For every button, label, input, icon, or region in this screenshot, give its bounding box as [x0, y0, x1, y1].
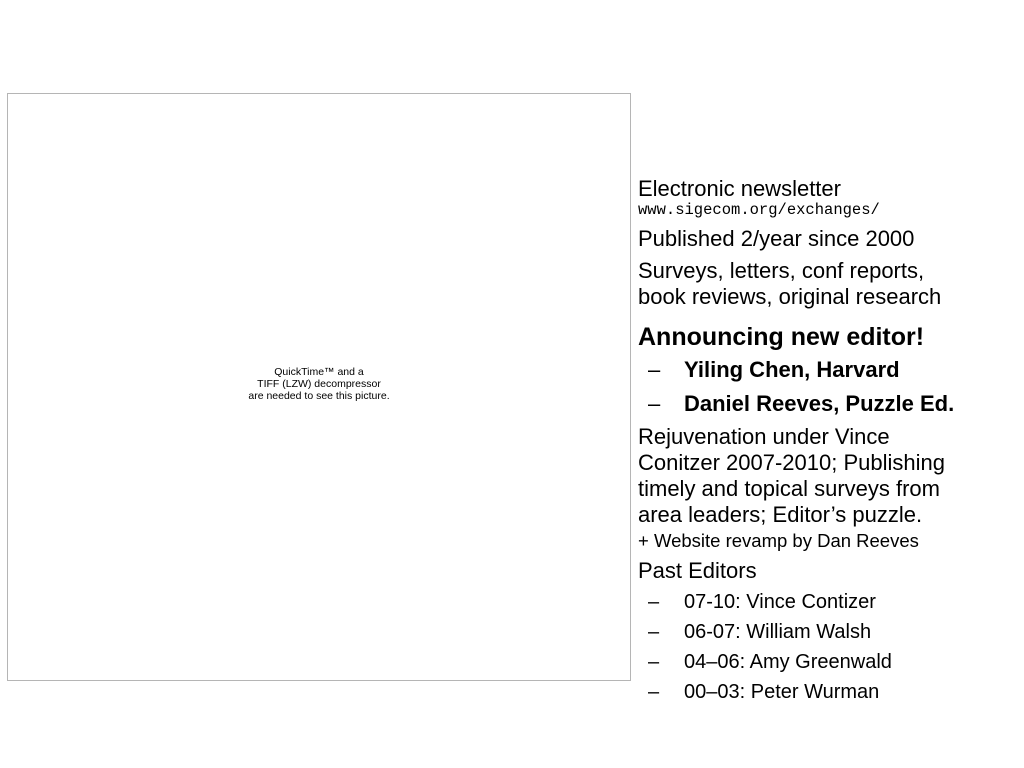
rejuvenation-line: Rejuvenation under Vince: [638, 424, 890, 449]
dash-bullet: –: [648, 391, 661, 416]
past-editor-item: [638, 650, 1018, 674]
newsletter-url: www.sigecom.org/exchanges/: [638, 201, 880, 219]
new-editor-item: [638, 390, 1018, 418]
contents-line: book reviews, original research: [638, 284, 942, 309]
past-editors-list: [638, 590, 1018, 704]
rejuvenation-line: Conitzer 2007-2010; Publishing: [638, 450, 945, 475]
placeholder-line: TIFF (LZW) decompressor: [257, 378, 381, 390]
new-editor-name: Yiling Chen, Harvard: [684, 357, 900, 382]
dash-bullet: –: [648, 681, 660, 703]
contents-item: [638, 258, 1018, 310]
slide-body-text: [638, 176, 1018, 710]
dash-bullet: –: [648, 651, 660, 673]
dash-bullet: –: [648, 591, 660, 613]
placeholder-line: are needed to see this picture.: [248, 390, 390, 402]
newsletter-label: Electronic newsletter: [638, 176, 841, 201]
past-editor-entry: 07-10: Vince Contizer: [684, 591, 876, 613]
past-editors-heading: Past Editors: [638, 558, 757, 583]
past-editor-item: [638, 590, 1018, 614]
published-item: Published 2/year since 2000: [638, 226, 915, 251]
new-editor-item: [638, 356, 1018, 384]
contents-line: Surveys, letters, conf reports,: [638, 258, 925, 283]
dash-bullet: –: [648, 357, 661, 382]
past-editor-entry: 04–06: Amy Greenwald: [684, 651, 892, 673]
rejuvenation-item: [638, 424, 1018, 552]
dash-bullet: –: [648, 621, 660, 643]
missing-image-placeholder: [7, 93, 631, 681]
rejuvenation-line: area leaders; Editor’s puzzle.: [638, 502, 923, 527]
website-note: + Website revamp by Dan Reeves: [638, 530, 919, 551]
placeholder-line: QuickTime™ and a: [274, 366, 364, 378]
past-editor-entry: 00–03: Peter Wurman: [684, 681, 880, 703]
past-editor-entry: 06-07: William Walsh: [684, 621, 872, 643]
newsletter-item: [638, 176, 1018, 220]
rejuvenation-line: timely and topical surveys from: [638, 476, 940, 501]
announcement-heading: Announcing new editor!: [638, 323, 925, 351]
placeholder-message: [8, 366, 630, 402]
past-editor-item: [638, 620, 1018, 644]
past-editor-item: [638, 680, 1018, 704]
new-editor-name: Daniel Reeves, Puzzle Ed.: [684, 391, 955, 416]
